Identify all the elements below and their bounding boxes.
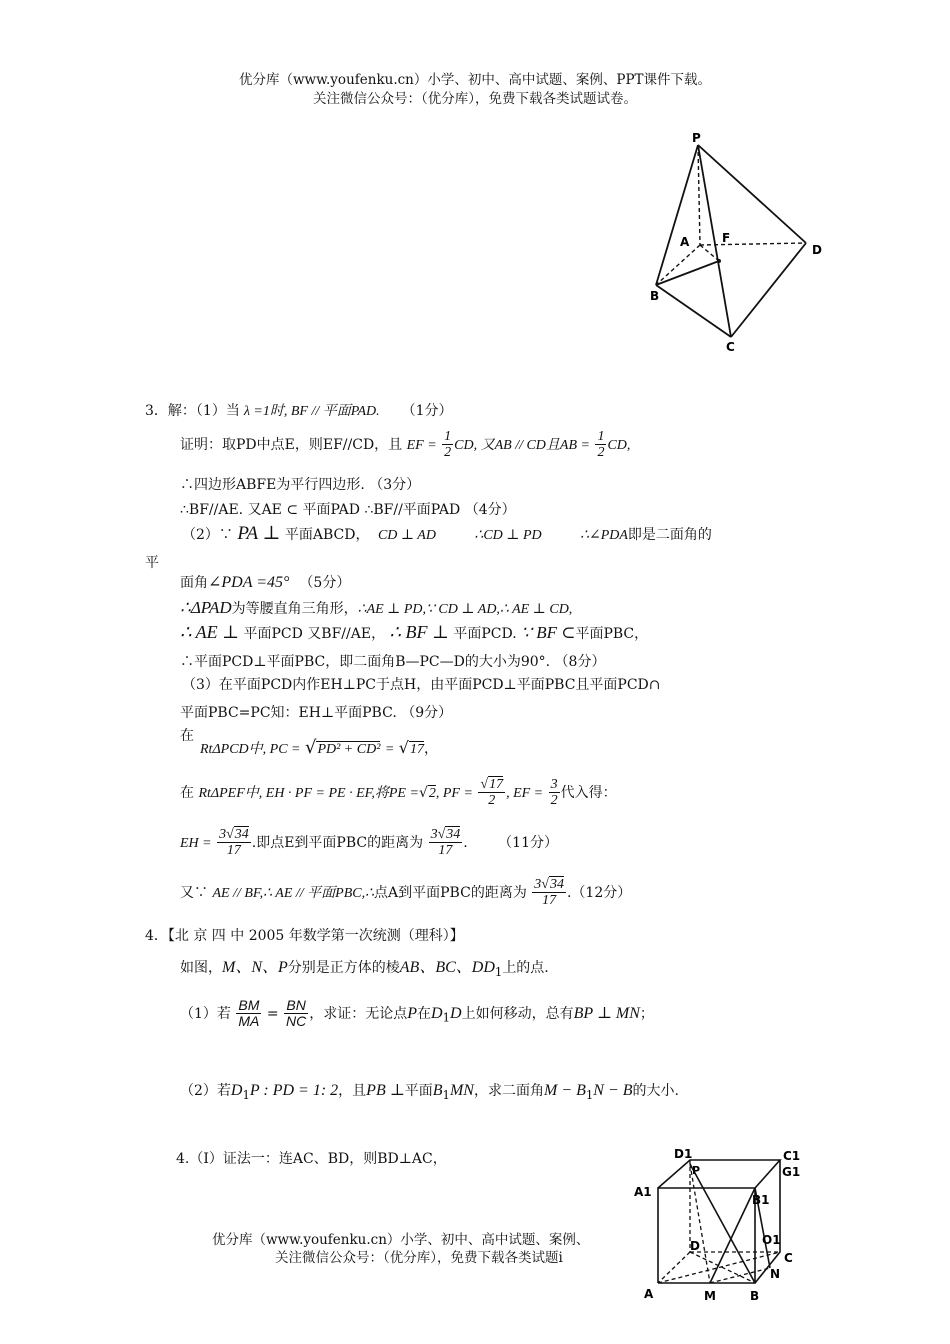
cube-figure <box>630 1140 810 1305</box>
label-b: B <box>650 289 660 303</box>
label-f: F <box>722 231 731 245</box>
q4-line-1: 如图，M、N、P分别是正方体的棱AB、BC、$DD_1$上的点. <box>180 959 549 979</box>
sol3-line-6: 平 <box>145 555 159 571</box>
label-p2: P <box>692 1164 701 1177</box>
label-m: M <box>704 1289 716 1303</box>
label-c1: C1 <box>783 1149 801 1163</box>
header-line-2: 关注微信公众号：（优分库），免费下载各类试题试卷。 <box>313 91 637 107</box>
sol3-line-11: （3）在平面PCD内作EH⊥PC于点H，由平面PCD⊥平面PBC且平面PCD∩ <box>182 677 661 693</box>
label-a1: A1 <box>634 1185 652 1199</box>
label-b1: B1 <box>752 1193 770 1207</box>
footer-line-2: 关注微信公众号：（优分库），免费下载各类试题i <box>275 1250 563 1266</box>
sol3-line-1: 3．解：（1）当 λ =1时, BF // 平面PAD. （1分） <box>145 403 453 419</box>
sol3-line-12: 平面PBC=PC知：EH⊥平面PBC. （9分） <box>180 705 453 721</box>
label-a: A <box>680 235 690 249</box>
label-a2: A <box>644 1287 654 1301</box>
label-c2: C <box>784 1251 793 1265</box>
sol3-line-10: ∴平面PCD⊥平面PBC，即二面角B—PC—D的大小为90°. （8分） <box>180 654 606 670</box>
label-b2: B <box>750 1289 760 1303</box>
q4-title: 4．【北 京 四 中 2005 年数学第一次统测（理科）】 <box>145 928 464 944</box>
sol3-line-3: ∴四边形ABFE为平行四边形. （3分） <box>180 477 421 493</box>
label-d1: D1 <box>674 1147 693 1161</box>
label-c: C <box>726 340 735 354</box>
sol3-line-9: ∴ AE ⊥ 平面PCD 又BF//AE， ∴ BF ⊥ 平面PCD. ∵ BF ⊂平面PBC， <box>180 622 649 642</box>
q4-line-2: （1）若 $\frac{BM}{MA}$ = $\frac{BN}{NC}$ ，求证：无论点P在$D_1D$上如何移动，总有BP ⊥ MN； <box>180 997 654 1030</box>
label-d: D <box>812 243 822 257</box>
label-o1: O1 <box>762 1233 781 1247</box>
sol3-line-7: 面角∠PDA =45° （5分） <box>180 574 351 591</box>
sol3-line-4: ∴BF//AE. 又AE ⊂ 平面PAD ∴BF//平面PAD （4分） <box>180 502 516 518</box>
sol3-line-14: RtΔPCD中, PC = √PD² + CD² = √17， <box>200 737 438 758</box>
sol3-line-5: （2）∵ PA ⊥ 平面ABCD， CD ⊥ AD ∴CD ⊥ PD ∴∠PDA即是二面角的 <box>182 523 712 544</box>
q4-line-3: （2）若$D_1P$ : PD = 1: 2，且PB ⊥平面$B_1MN$，求二面角$M - B_1N - B$的大小. <box>180 1082 679 1102</box>
header-line-1: 优分库（www.youfenku.cn）小学、初中、高中试题、案例、PPT课件下载。 <box>238 72 712 88</box>
sol3-line-17: 又∵ AE // BF,∴ AE // 平面PBC,∴点A到平面PBC的距离为 $\frac{3√34}{17}$ .（12分） <box>180 877 632 909</box>
q4-line-4: 4.（I）证法一：连AC、BD，则BD⊥AC， <box>176 1151 447 1167</box>
pyramid-figure <box>640 130 840 355</box>
label-n: N <box>770 1267 781 1281</box>
label-p: P <box>692 131 701 145</box>
footer-line-1: 优分库（www.youfenku.cn）小学、初中、高中试题、案例、 <box>212 1232 590 1248</box>
label-g1: G1 <box>782 1165 801 1179</box>
sol3-line-8: ∴ΔPAD为等腰直角三角形，∴AE ⊥ PD,∵ CD ⊥ AD,∴ AE ⊥ CD, <box>180 598 573 617</box>
label-d2: D <box>690 1239 700 1253</box>
sol3-line-16: EH = $\frac{3√34}{17}$ .即点E到平面PBC的距离为 $\frac{3√34}{17}$ . （11分） <box>180 827 558 859</box>
sol3-line-2: 证明：取PD中点E，则EF//CD，且 EF = $\frac{1}{2}$ CD, 又AB // CD且AB = $\frac{1}{2}$ CD, <box>180 429 631 461</box>
sol3-line-15: 在 RtΔPEF中, EH · PF = PE · EF,将PE =√2, PF = $\frac{√17}{2}$ , EF = $\frac{3}{2}$ 代入得： <box>180 777 617 809</box>
sol3-line-13: 在 <box>180 728 194 744</box>
